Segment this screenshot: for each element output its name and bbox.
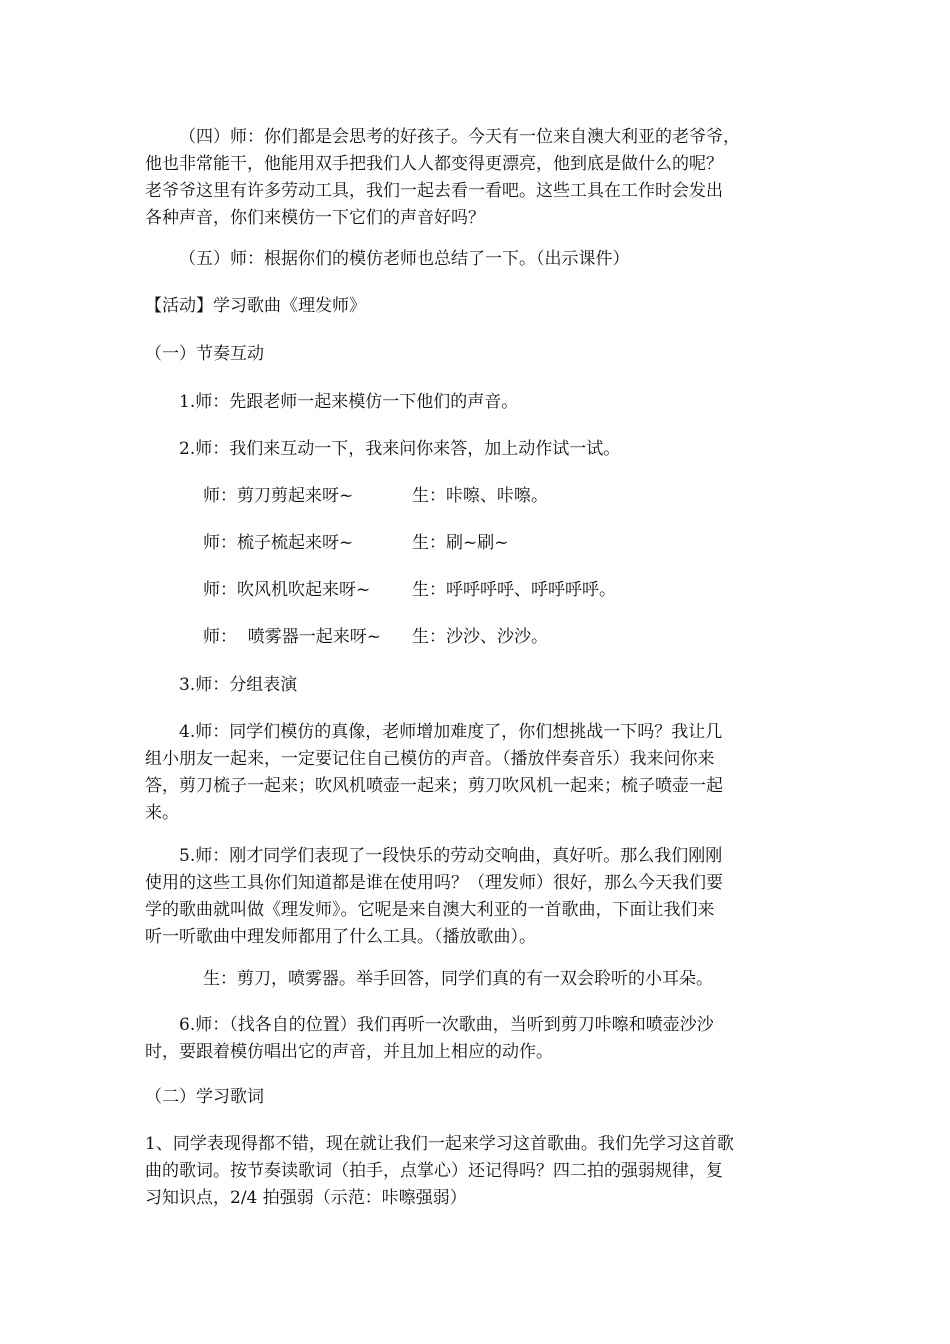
student-answer (145, 966, 807, 993)
step-3 (145, 672, 807, 699)
dialogue-student-line: 生：咔嚓、咔嚓。 (412, 486, 548, 506)
text-line: 曲的歌词。按节奏读歌词（拍手，点掌心）还记得吗？四二拍的强弱规律，复 (145, 1161, 723, 1181)
text-line: 学的歌曲就叫做《理发师》。它呢是来自澳大利亚的一首歌曲，下面让我们来 (145, 900, 715, 920)
text-line: 1、同学表现得都不错，现在就让我们一起来学习这首歌曲。我们先学习这首歌 (145, 1134, 734, 1154)
text-line: 听一听歌曲中理发师都用了什么工具。（播放歌曲）。 (145, 927, 536, 947)
section-heading-lyrics (145, 1084, 807, 1111)
text-line: 4.师：同学们模仿的真像，老师增加难度了，你们想挑战一下吗？我让几 (179, 722, 723, 742)
text-line: 各种声音，你们来模仿一下它们的声音好吗？ (145, 208, 485, 228)
step-5 (145, 843, 807, 951)
text-line: 2.师：我们来互动一下，我来问你来答，加上动作试一试。 (179, 439, 621, 459)
dialogue-teacher-line: 师： 喷雾器一起来呀~ (203, 627, 382, 647)
step-6 (145, 1012, 807, 1066)
text-line: 老爷爷这里有许多劳动工具，我们一起去看一看吧。这些工具在工作时会发出 (145, 181, 723, 201)
section-heading-rhythm (145, 341, 807, 368)
text-line: 1.师：先跟老师一起来模仿一下他们的声音。 (179, 392, 519, 412)
text-line: 【活动】学习歌曲《理发师》 (145, 296, 366, 316)
dialogue-teacher-line: 师：剪刀剪起来呀~ (203, 486, 354, 506)
text-line: （五）师：根据你们的模仿老师也总结了一下。（出示课件） (179, 249, 630, 269)
paragraph-teacher-intro (145, 124, 807, 232)
text-line: 生：剪刀，喷雾器。举手回答，同学们真的有一双会聆听的小耳朵。 (203, 969, 713, 989)
text-line: （一）节奏互动 (145, 344, 264, 364)
activity-heading (145, 293, 807, 320)
text-line: 答，剪刀梳子一起来；吹风机喷壶一起来；剪刀吹风机一起来；梳子喷壶一起 (145, 776, 723, 796)
text-line: 3.师：分组表演 (179, 675, 298, 695)
text-line: 5.师：刚才同学们表现了一段快乐的劳动交响曲，真好听。那么我们刚刚 (179, 846, 723, 866)
text-line: 习知识点，2/4 拍强弱（示范：咔嚓强弱） (145, 1188, 467, 1208)
dialogue-student-line: 生：呼呼呼呼、呼呼呼呼。 (412, 580, 616, 600)
text-line: 6.师：（找各自的位置）我们再听一次歌曲，当听到剪刀咔嚓和喷壶沙沙 (179, 1015, 714, 1035)
text-line: 组小朋友一起来，一定要记住自己模仿的声音。（播放伴奏音乐）我来问你来 (145, 749, 715, 769)
paragraph-teacher-summary (145, 246, 807, 273)
text-line: （二）学习歌词 (145, 1087, 264, 1107)
text-line: 使用的这些工具你们知道都是谁在使用吗？（理发师）很好，那么今天我们要 (145, 873, 723, 893)
text-line: 时，要跟着模仿唱出它的声音，并且加上相应的动作。 (145, 1042, 553, 1062)
dialogue-teacher-line: 师：梳子梳起来呀~ (203, 533, 354, 553)
dialogue-student-line: 生：沙沙、沙沙。 (412, 627, 548, 647)
step-2 (145, 436, 807, 463)
dialogue-student-line: 生：刷~刷~ (412, 533, 509, 553)
step-1 (145, 389, 807, 416)
step-4 (145, 719, 807, 827)
paragraph-lyrics (145, 1131, 807, 1212)
text-line: （四）师：你们都是会思考的好孩子。今天有一位来自澳大利亚的老爷爷， (179, 127, 740, 147)
text-line: 他也非常能干，他能用双手把我们人人都变得更漂亮，他到底是做什么的呢？ (145, 154, 723, 174)
text-line: 来。 (145, 803, 179, 823)
dialogue-teacher-line: 师：吹风机吹起来呀~ (203, 580, 371, 600)
